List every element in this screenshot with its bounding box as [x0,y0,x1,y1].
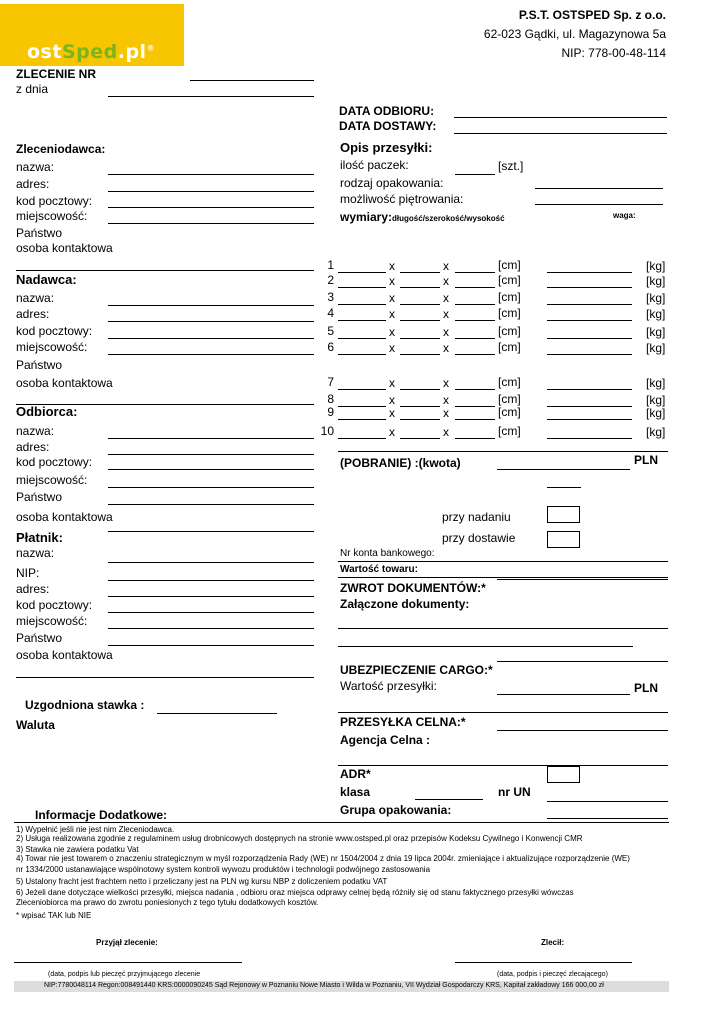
kg-unit: [kg] [646,259,666,273]
dimension-row-number: 5 [327,324,334,338]
company-address: 62-023 Gądki, ul. Magazynowa 5a [483,27,666,41]
customs-top-rule [338,712,668,713]
at-delivery-label: przy dostawie [442,531,516,545]
dimension-row-number: 7 [327,375,334,389]
insurance-value-field[interactable] [497,694,630,695]
payer-nip-field[interactable] [108,580,314,581]
dimension-row-number: 8 [327,392,334,406]
note-line: 4) Towar nie jest towarem o znaczeniu strategicznym w myśl rozporządzenia Rady (WE) nr 1504/2004 z dnia 19 lipca 2004r. zmieniające i aktualizujące rozporządzenie (WE) [16,854,630,863]
note-line: * wpisać TAK lub NIE [16,911,92,920]
cod-label: (POBRANIE) :(kwota) [340,456,461,470]
dimension-row-number: 10 [320,424,334,438]
height-field[interactable] [455,438,495,439]
stacking-label: możliwość piętrowania: [340,192,464,206]
dimension-separator: x [443,259,449,273]
weight-field[interactable] [547,419,632,420]
dimension-separator: x [389,291,395,305]
rate-field[interactable] [157,713,277,714]
kg-unit: [kg] [646,393,666,407]
note-line: 2) Usługa realizowana zgodnie z regulaminem usług drobnicowych dostępnych na stronie www.ostsped.pl oraz przepisów Kodeksu Cywilnego i Konwencji CMR [16,834,583,843]
recipient-city-field[interactable] [108,487,314,488]
width-field[interactable] [400,438,440,439]
dimension-separator: x [443,325,449,339]
accepted-label: Przyjął zlecenie: [96,938,158,947]
dimension-separator: x [389,341,395,355]
dimension-separator: x [443,406,449,420]
bank-account-field[interactable] [338,561,668,562]
note-line: 3) Stawka nie zawiera podatku Vat [16,845,139,854]
ordering-label: Zlecił: [541,938,565,947]
recipient-name-field[interactable] [108,438,314,439]
length-field[interactable] [338,389,386,390]
weight-field[interactable] [547,287,632,288]
dimension-separator: x [443,341,449,355]
cod-short-line [547,487,581,488]
payer-contact-field[interactable] [16,677,314,678]
recipient-postal-label: kod pocztowy: [16,455,93,469]
weight-field[interactable] [547,389,632,390]
client-name-field[interactable] [108,174,314,175]
bank-account-label: Nr konta bankowego: [340,548,435,559]
kg-unit: [kg] [646,341,666,355]
dimension-separator: x [389,325,395,339]
dimension-separator: x [443,307,449,321]
client-contact-label: osoba kontaktowa [16,241,113,255]
order-number-label: ZLECENIE NR [16,67,97,81]
dimension-separator: x [389,425,395,439]
adr-group-label: Grupa opakowania: [340,803,452,817]
sender-city-field[interactable] [108,354,314,355]
payer-postal-label: kod pocztowy: [16,598,93,612]
stacking-field[interactable] [535,204,663,205]
dimension-separator: x [443,393,449,407]
recipient-contact-label: osoba kontaktowa [16,510,113,524]
currency-label: Waluta [16,718,55,732]
accepted-note: (data, podpis lub pieczęć przyjmującego zlecenie [48,971,201,978]
ostsped-logo [0,4,184,66]
dimension-row-number: 9 [327,405,334,419]
payer-nip-label: NIP: [16,566,40,580]
footer-text: NIP:7780048114 Regon:008491440 KRS:0000090245 Sąd Rejonowy w Poznaniu Nowe Miasto i Wilda w Poznaniu, VII Wydział Gospodarczy KRS, Kapitał zakładowy 166 000,00 zł [44,982,604,989]
order-date-field[interactable] [108,96,314,97]
payer-title: Płatnik: [16,530,63,545]
length-field[interactable] [338,320,386,321]
kg-unit: [kg] [646,425,666,439]
additional-info-label: Informacje Dodatkowe: [35,808,168,822]
document-return-field[interactable] [497,579,668,580]
payer-country-label: Państwo [16,631,63,645]
dimension-row-number: 4 [327,306,334,320]
customs-agency-label: Agencja Celna : [340,733,431,747]
height-field[interactable] [455,272,495,273]
note-line: 6) Jeżeli dane dotyczące wielkości przesyłki, miejsca nadania , odbioru oraz miejsca odprawy celnej będą różniły się od stanu faktycznego przesyłki wówczas [16,888,574,897]
order-number-field[interactable] [190,80,314,81]
payer-address-label: adres: [16,582,50,596]
sender-address-field[interactable] [108,321,314,322]
height-field[interactable] [455,304,495,305]
client-postal-label: kod pocztowy: [16,194,93,208]
dimension-separator: x [443,274,449,288]
recipient-country-field[interactable] [108,504,314,505]
packages-label: ilość paczek: [340,158,409,172]
goods-value-field[interactable] [338,577,668,578]
dimension-row-number: 1 [327,258,334,272]
shipment-title: Opis przesyłki: [340,140,433,155]
dimension-separator: x [443,425,449,439]
accepted-signature-line[interactable] [14,962,242,963]
packaging-field[interactable] [535,188,663,189]
adr-un-field[interactable] [547,801,668,802]
cm-unit: [cm] [498,340,521,354]
ordering-note: (data, podpis i pieczęć zlecającego) [497,971,608,978]
weight-header: waga: [613,211,636,220]
sender-title: Nadawca: [16,272,77,287]
sender-name-field[interactable] [108,305,314,306]
cm-unit: [cm] [498,258,521,272]
customs-field[interactable] [497,730,668,731]
packages-field[interactable] [455,174,495,175]
width-field[interactable] [400,272,440,273]
weight-field[interactable] [547,338,632,339]
sender-name-label: nazwa: [16,291,55,305]
weight-field[interactable] [547,354,632,355]
height-field[interactable] [455,406,495,407]
client-address-label: adres: [16,177,50,191]
document-return-label: ZWROT DOKUMENTÓW:* [340,581,486,595]
dimension-separator: x [443,376,449,390]
insurance-value-label: Wartość przesyłki: [340,679,437,693]
dimension-separator: x [389,376,395,390]
width-field[interactable] [400,304,440,305]
payer-name-label: nazwa: [16,546,55,560]
payer-contact-label: osoba kontaktowa [16,648,113,662]
delivery-date-label: DATA DOSTAWY: [339,119,437,133]
sender-city-label: miejscowość: [16,340,88,354]
recipient-address-field[interactable] [108,454,314,455]
attached-documents-field-2[interactable] [338,646,633,647]
adr-title: ADR* [340,767,371,781]
recipient-name-label: nazwa: [16,424,55,438]
client-address-field[interactable] [108,191,314,192]
weight-field[interactable] [547,304,632,305]
recipient-country-label: Państwo [16,490,63,504]
cm-unit: [cm] [498,273,521,287]
dimension-row-number: 3 [327,290,334,304]
payer-name-field[interactable] [108,562,314,563]
dimension-row-number: 6 [327,340,334,354]
adr-class-field[interactable] [415,799,483,800]
length-field[interactable] [338,304,386,305]
client-city-label: miejscowość: [16,209,88,223]
customs-agency-field[interactable] [338,765,668,766]
cm-unit: [cm] [498,324,521,338]
client-postal-field[interactable] [108,207,314,208]
insurance-currency: PLN [634,681,658,695]
cm-unit: [cm] [498,375,521,389]
sender-contact-label: osoba kontaktowa [16,376,113,390]
sender-postal-field[interactable] [108,338,314,339]
cm-unit: [cm] [498,290,521,304]
width-field[interactable] [400,338,440,339]
note-line: nr 1334/2000 ustanawiające wspólnotowy system kontroli wywozu produktów i technologii podwójnego zastosowania [16,865,431,874]
length-field[interactable] [338,338,386,339]
height-field[interactable] [455,320,495,321]
client-name-label: nazwa: [16,160,55,174]
length-field[interactable] [338,406,386,407]
weight-field[interactable] [547,406,632,407]
dimension-separator: x [443,291,449,305]
kg-unit: [kg] [646,376,666,390]
length-field[interactable] [338,354,386,355]
width-field[interactable] [400,287,440,288]
cm-unit: [cm] [498,306,521,320]
kg-unit: [kg] [646,307,666,321]
additional-info-rule [14,822,669,823]
recipient-city-label: miejscowość: [16,473,88,487]
payer-country-field[interactable] [108,645,314,646]
client-contact-field[interactable] [16,270,314,271]
sender-address-label: adres: [16,307,50,321]
payer-city-label: miejscowość: [16,614,88,628]
recipient-address-label: adres: [16,440,50,454]
packaging-label: rodzaj opakowania: [340,176,444,190]
order-date-label: z dnia [16,82,49,96]
sender-postal-label: kod pocztowy: [16,324,93,338]
note-line: 1) Wypełnić jeśli nie jest nim Zleceniodawca. [16,825,175,834]
at-pickup-checkbox[interactable] [547,506,580,523]
length-field[interactable] [338,419,386,420]
cod-currency: PLN [634,453,658,467]
weight-field[interactable] [547,320,632,321]
adr-group-field[interactable] [547,818,668,819]
note-line: 5) Ustalony fracht jest frachtem netto i przeliczany jest na PLN wg kursu NBP z doliczeniem podatku VAT [16,877,388,886]
width-field[interactable] [400,419,440,420]
recipient-postal-field[interactable] [108,469,314,470]
height-field[interactable] [455,419,495,420]
kg-unit: [kg] [646,325,666,339]
adr-class-label: klasa [340,785,371,799]
height-field[interactable] [455,354,495,355]
customs-title: PRZESYŁKA CELNA:* [340,715,466,729]
sender-country-label: Państwo [16,358,63,372]
dimension-separator: x [389,259,395,273]
at-pickup-label: przy nadaniu [442,510,511,524]
recipient-contact-field[interactable] [108,531,314,532]
adr-un-label: nr UN [498,785,531,799]
pickup-date-label: DATA ODBIORU: [339,104,435,118]
weight-field[interactable] [547,438,632,439]
attached-documents-field[interactable] [338,628,668,629]
goods-value-label: Wartość towaru: [340,564,418,575]
weight-field[interactable] [547,272,632,273]
length-field[interactable] [338,287,386,288]
dimension-separator: x [389,406,395,420]
dimension-separator: x [389,274,395,288]
kg-unit: [kg] [646,274,666,288]
payer-postal-field[interactable] [108,612,314,613]
width-field[interactable] [400,389,440,390]
insurance-field[interactable] [497,661,668,662]
height-field[interactable] [455,389,495,390]
client-country-label: Państwo [16,226,63,240]
note-line: Zleceniobiorca ma prawo do zwrotu poniesionych z tego tytułu dodatkowych kosztów. [16,898,319,907]
dimension-separator: x [389,393,395,407]
dimension-row-number: 2 [327,273,334,287]
height-field[interactable] [455,287,495,288]
adr-checkbox[interactable] [547,766,580,783]
ordering-signature-line[interactable] [455,962,632,963]
kg-unit: [kg] [646,406,666,420]
cm-unit: [cm] [498,424,521,438]
payer-city-field[interactable] [108,628,314,629]
at-delivery-checkbox[interactable] [547,531,580,548]
dimensions-header: wymiary:długość/szerokość/wysokość [340,210,505,224]
kg-unit: [kg] [646,291,666,305]
length-field[interactable] [338,438,386,439]
width-field[interactable] [400,320,440,321]
recipient-title: Odbiorca: [16,404,78,419]
rate-label: Uzgodniona stawka : [25,698,145,712]
company-nip: NIP: 778-00-48-114 [561,46,666,60]
client-title: Zleceniodawca: [16,142,106,156]
attached-documents-label: Załączone dokumenty: [340,597,470,611]
logo-text: ostSped.pl® [27,41,156,63]
cod-amount-field[interactable] [497,469,630,470]
payer-address-field[interactable] [108,596,314,597]
height-field[interactable] [455,338,495,339]
length-field[interactable] [338,272,386,273]
client-city-field[interactable] [108,223,314,224]
cod-top-rule [338,451,668,452]
insurance-title: UBEZPIECZENIE CARGO:* [340,663,493,677]
delivery-date-field[interactable] [454,133,667,134]
cm-unit: [cm] [498,405,521,419]
company-name: P.S.T. OSTSPED Sp. z o.o. [518,8,666,22]
pickup-date-field[interactable] [454,117,667,118]
dimension-separator: x [389,307,395,321]
cm-unit: [cm] [498,392,521,406]
packages-unit: [szt.] [498,159,524,173]
width-field[interactable] [400,354,440,355]
width-field[interactable] [400,406,440,407]
